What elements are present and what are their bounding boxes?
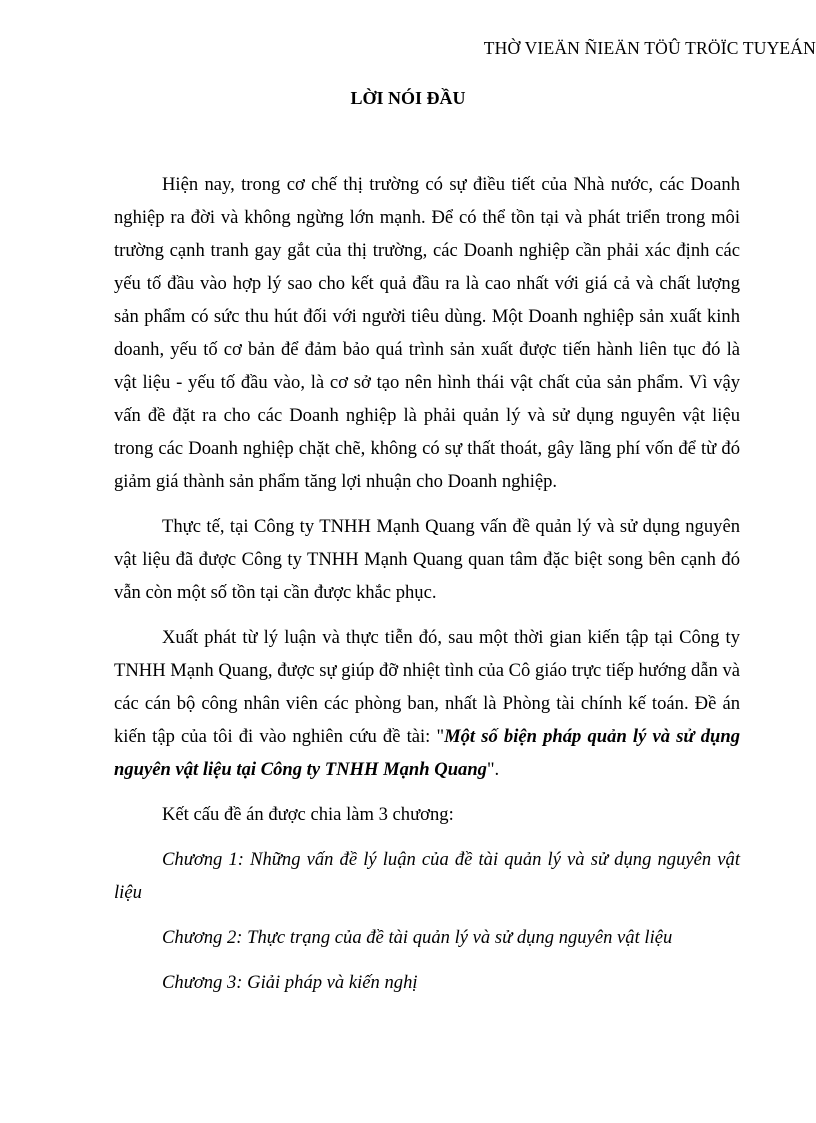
document-body <box>114 168 740 1011</box>
running-header: THỜ VIEÄN ÑIEÄN TÖÛ TRÖÏC TUYEÁN <box>483 38 816 58</box>
paragraph-structure: Kết cấu đề án được chia làm 3 chương: <box>162 804 454 825</box>
topic-intro-text: Xuất phát từ lý luận và thực tiễn đó, sau một thời gian kiến tập tại Công ty TNHH Mạnh Quang, được sự giúp đỡ nhiệt tình của Cô giáo trực tiếp hướng dẫn và các cán bộ công nhân viên các phòng ban, nhất là Phòng tài chính kế toán. Đề án kiến tập của tôi đi vào nghiên cứu đề tài: " <box>114 627 740 747</box>
paragraph-topic <box>114 621 740 786</box>
paragraph-intro: Hiện nay, trong cơ chế thị trường có sự điều tiết của Nhà nước, các Doanh nghiệp ra đời và không ngừng lớn mạnh. Để có thể tồn tại và phát triển trong môi trường cạnh tranh gay gắt của thị trường, các Doanh nghiệp cần phải xác định các yếu tố đầu vào hợp lý sao cho kết quả đầu ra là cao nhất với giá cả và chất lượng sản phẩm có sức thu hút đối với người tiêu dùng. Một Doanh nghiệp sản xuất kinh doanh, yếu tố cơ bản để đảm bảo quá trình sản xuất được tiến hành liên tục đó là vật liệu - yếu tố đầu vào, là cơ sở tạo nên hình thái vật chất của sản phẩm. Vì vậy vấn đề đặt ra cho các Doanh nghiệp là phải quản lý và sử dụng nguyên vật liệu trong các Doanh nghiệp chặt chẽ, không có sự thất thoát, gây lãng phí vốn để từ đó giảm giá thành sản phẩm tăng lợi nhuận cho Doanh nghiệp. <box>114 174 740 492</box>
topic-end-text: ". <box>486 759 500 780</box>
chapter-2: Chương 2: Thực trạng của đề tài quản lý và sử dụng nguyên vật liệu <box>162 927 673 948</box>
chapter-3: Chương 3: Giải pháp và kiến nghị <box>162 972 418 993</box>
chapter-1: Chương 1: Những vấn đề lý luận của đề tài quản lý và sử dụng nguyên vật liệu <box>114 849 740 903</box>
page-title: LỜI NÓI ĐẦU <box>350 88 466 108</box>
paragraph-reality: Thực tế, tại Công ty TNHH Mạnh Quang vấn đề quản lý và sử dụng nguyên vật liệu đã được Công ty TNHH Mạnh Quang quan tâm đặc biệt song bên cạnh đó vẫn còn một số tồn tại cần được khắc phục. <box>114 516 740 603</box>
topic-title: Một số biện pháp quản lý và sử dụng nguyên vật liệu tại Công ty TNHH Mạnh Quang <box>114 726 741 780</box>
